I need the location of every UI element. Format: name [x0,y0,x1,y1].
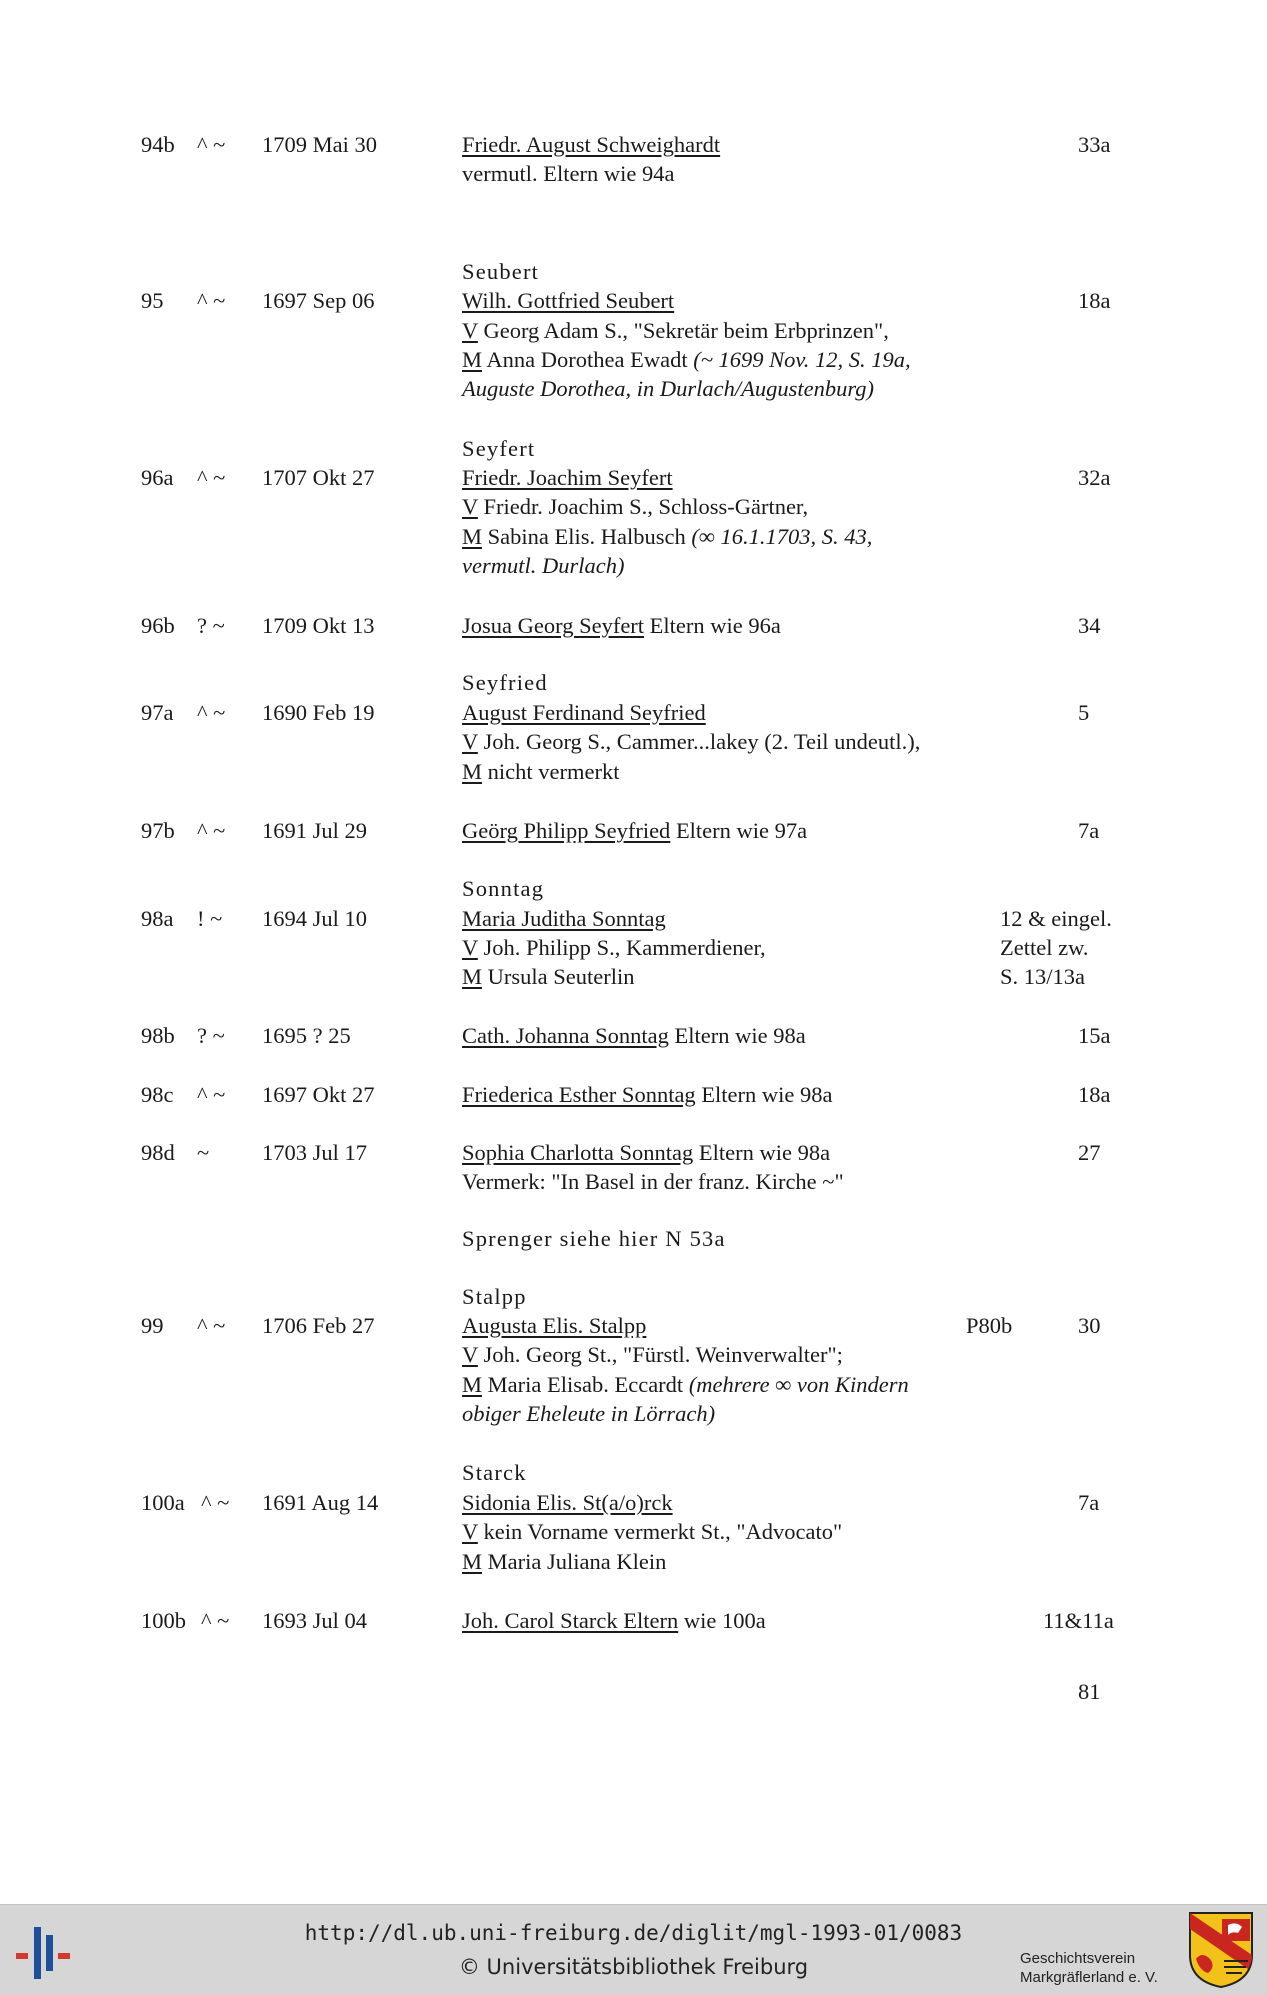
mother-text: Maria Elisab. Eccardt [487,1372,684,1397]
father-line [462,727,920,756]
entry-symbol: ^ ~ [197,288,226,313]
entry-ref-cont: Zettel zw. [1000,935,1089,960]
entry-number: 100a [141,1490,185,1515]
org-name-line2: Markgräflerland e. V. [1020,1969,1158,1986]
entry-ref: 11&11a [1043,1608,1114,1633]
mother-label: M [462,1549,483,1574]
entry-number: 98d [141,1140,175,1165]
mother-line [462,1547,666,1576]
entry-ref: 34 [1078,613,1101,638]
entry-date: 1690 Feb 19 [262,700,375,725]
mother-text: Maria Juliana Klein [487,1549,667,1574]
entry-date: 1706 Feb 27 [262,1313,375,1338]
entry-date: 1695 ? 25 [262,1023,351,1048]
family-heading: Sonntag [462,876,545,901]
father-line [462,1340,843,1369]
family-heading: Starck [462,1460,527,1485]
mother-line [462,345,911,374]
entry-name: Sidonia Elis. St(a/o)rck [462,1490,673,1515]
entry-date: 1691 Jul 29 [262,818,368,843]
mother-text: Sabina Elis. Halbusch [487,524,686,549]
mother-line [462,962,634,991]
entry-ref: 30 [1078,1313,1101,1338]
entry-number: 97b [141,818,175,843]
entry-parents: Eltern wie 98a [668,1023,806,1048]
mother-note-cont: vermutl. Durlach) [462,553,625,578]
entry-name: Josua Georg Seyfert [462,613,645,638]
entry-name: Friederica Esther Sonntag [462,1082,696,1107]
entry-number: 98a [141,906,174,931]
father-text: Joh. Georg St., "Fürstl. Weinverwalter"; [483,1342,843,1367]
mother-line [462,522,872,551]
entry-name: Wilh. Gottfried Seubert [462,288,675,313]
entry-date: 1709 Okt 13 [262,613,375,638]
father-label: V [462,494,478,519]
mother-label: M [462,524,483,549]
cross-reference: Sprenger siehe hier N 53a [462,1226,726,1251]
entry-symbol: ^ ~ [197,132,226,157]
entry-date: 1691 Aug 14 [262,1490,379,1515]
gv-coat-of-arms-icon[interactable] [1188,1911,1254,1989]
org-name [1020,1949,1158,1987]
family-heading: Seyfried [462,670,548,695]
entry-ref: 32a [1078,465,1111,490]
mother-text: Anna Dorothea Ewadt [486,347,688,372]
entry-symbol: ^ ~ [201,1608,230,1633]
mother-text: Ursula Seuterlin [487,964,635,989]
entry-note: Vermerk: "In Basel in der franz. Kirche ~" [462,1169,844,1194]
org-name-line1: Geschichtsverein [1020,1950,1136,1967]
father-label: V [462,1342,478,1367]
entry-date: 1694 Jul 10 [262,906,368,931]
entry-ref: 33a [1078,132,1111,157]
entry-date: 1697 Sep 06 [262,288,375,313]
entry-ref-cont: S. 13/13a [1000,964,1086,989]
mother-text: nicht vermerkt [487,759,620,784]
father-label: V [462,1519,478,1544]
entry-line [462,1138,830,1167]
entry-line [462,1021,806,1050]
entry-name: Friedr. Joachim Seyfert [462,465,673,490]
entry-symbol: ? ~ [197,613,225,638]
father-label: V [462,729,478,754]
entry-line [462,816,807,845]
father-line [462,1517,842,1546]
entry-number: 94b [141,132,175,157]
entry-line [462,611,781,640]
entry-ref: 12 & eingel. [1000,906,1112,931]
entry-name: Augusta Elis. Stalpp [462,1313,647,1338]
entry-symbol: ^ ~ [201,1490,230,1515]
father-text: Joh. Philipp S., Kammerdiener, [483,935,766,960]
entry-ref: 7a [1078,1490,1100,1515]
entry-number: 97a [141,700,174,725]
entry-number: 96b [141,613,175,638]
father-label: V [462,935,478,960]
entry-ref: 5 [1078,700,1090,725]
father-text: Friedr. Joachim S., Schloss-Gärtner, [483,494,809,519]
mother-label: M [462,759,483,784]
father-text: Joh. Georg S., Cammer...lakey (2. Teil undeutl.), [483,729,921,754]
entry-number: 100b [141,1608,186,1633]
entry-symbol: ^ ~ [197,818,226,843]
mother-note: (~ 1699 Nov. 12, S. 19a, [693,347,911,372]
entry-symbol: ^ ~ [197,1313,226,1338]
entry-name: Maria Juditha Sonntag [462,906,666,931]
entry-name: Sophia Charlotta Sonntag [462,1140,694,1165]
entry-parents: Eltern wie 98a [695,1082,833,1107]
father-line [462,933,766,962]
mother-note-cont: Auguste Dorothea, in Durlach/Augustenburg) [462,376,875,401]
mother-line [462,1370,909,1399]
entry-date: 1707 Okt 27 [262,465,375,490]
father-text: Georg Adam S., "Sekretär beim Erbprinzen", [483,318,889,343]
entry-name: Friedr. August Schweighardt [462,132,721,157]
entry-number: 98b [141,1023,175,1048]
entry-number: 98c [141,1082,174,1107]
mother-note-cont: obiger Eheleute in Lörrach) [462,1401,716,1426]
entry-symbol: ! ~ [197,906,223,931]
entry-note: vermutl. Eltern wie 94a [462,161,675,186]
family-heading: Seyfert [462,436,536,461]
entry-name: Geörg Philipp Seyfried [462,818,671,843]
viewer-footer [0,1904,1267,1995]
family-heading: Stalpp [462,1284,527,1309]
mother-line [462,757,619,786]
entry-ref: 27 [1078,1140,1101,1165]
entry-symbol: ^ ~ [197,1082,226,1107]
copyright-text: © Universitätsbibliothek Freiburg [458,1955,809,1979]
entry-parents: Eltern wie 98a [693,1140,831,1165]
entry-ref: 7a [1078,818,1100,843]
entry-symbol: ^ ~ [197,465,226,490]
entry-date: 1697 Okt 27 [262,1082,375,1107]
mother-label: M [462,347,483,372]
entry-ref: 18a [1078,288,1111,313]
entry-date: 1703 Jul 17 [262,1140,368,1165]
entry-parents: wie 100a [678,1608,766,1633]
entry-ref: 18a [1078,1082,1111,1107]
entry-number: 99 [141,1313,164,1338]
entry-symbol: ^ ~ [197,700,226,725]
mother-label: M [462,1372,483,1397]
mother-note: (mehrere ∞ von Kindern [688,1372,909,1397]
father-line [462,492,808,521]
page-number: 81 [1078,1679,1101,1704]
father-text: kein Vorname vermerkt St., "Advocato" [483,1519,843,1544]
entry-name: Joh. Carol Starck Eltern [462,1608,679,1633]
entry-extra-ref: P80b [966,1313,1013,1338]
entry-line [462,1080,833,1109]
mother-note: (∞ 16.1.1703, S. 43, [691,524,873,549]
entry-parents: Eltern wie 97a [670,818,808,843]
family-heading: Seubert [462,259,540,284]
mother-label: M [462,964,483,989]
entry-date: 1709 Mai 30 [262,132,377,157]
father-line [462,316,889,345]
entry-symbol: ~ [197,1140,210,1165]
entry-name: Cath. Johanna Sonntag [462,1023,669,1048]
entry-line [462,1606,766,1635]
entry-number: 96a [141,465,174,490]
entry-ref: 15a [1078,1023,1111,1048]
entry-parents: Eltern wie 96a [644,613,781,638]
entry-name: August Ferdinand Seyfried [462,700,706,725]
permalink-url[interactable]: http://dl.ub.uni-freiburg.de/diglit/mgl-1993-01/0083 [304,1921,963,1945]
entry-symbol: ? ~ [197,1023,225,1048]
father-label: V [462,318,478,343]
entry-date: 1693 Jul 04 [262,1608,368,1633]
entry-number: 95 [141,288,164,313]
